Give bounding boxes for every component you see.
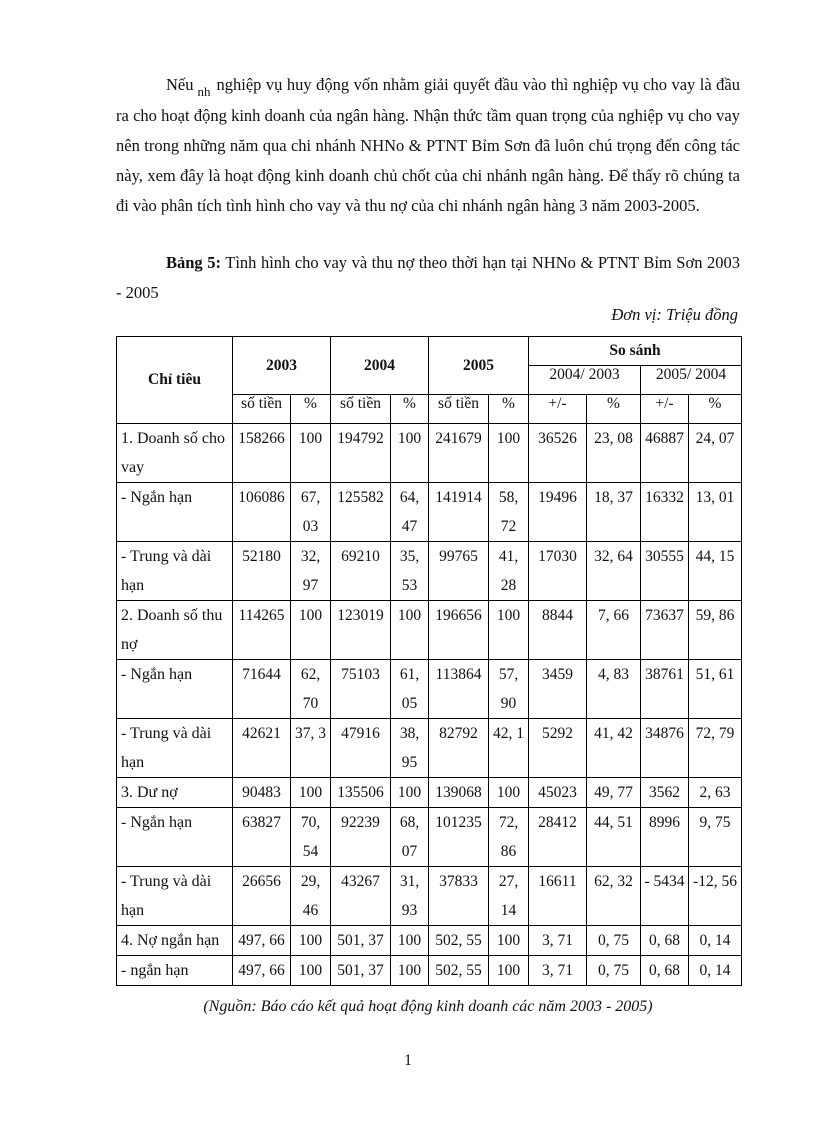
table-cell: 59, 86 [689,601,742,660]
table-cell: 92239 [331,808,391,867]
table-row [117,424,742,483]
table-cell: 72, 86 [489,808,529,867]
table-cell: 8844 [529,601,587,660]
subheader-cell: số tiền [429,395,489,424]
table-row [117,956,742,986]
table-cell: 125582 [331,483,391,542]
table-cell: 100 [391,601,429,660]
table-cell: 9, 75 [689,808,742,867]
loan-table [116,336,742,986]
table-cell: 52180 [233,542,291,601]
table-cell: 501, 37 [331,926,391,956]
subheader-cell: % [291,395,331,424]
table-cell: 51, 61 [689,660,742,719]
row-label: - Ngắn hạn [117,808,233,867]
table-row [117,719,742,778]
table-cell: 64, 47 [391,483,429,542]
table-cell: 37833 [429,867,489,926]
table-cell: 68, 07 [391,808,429,867]
intro-paragraph [116,70,740,221]
table-cell: 8996 [641,808,689,867]
table-cell: - 5434 [641,867,689,926]
table-cell: 58, 72 [489,483,529,542]
table-cell: 34876 [641,719,689,778]
row-label: - Ngắn hạn [117,660,233,719]
table-cell: 100 [489,601,529,660]
subheader-cell: % [391,395,429,424]
page-number: 1 [404,1052,412,1069]
table-cell: 38, 95 [391,719,429,778]
row-label: - Trung và dài hạn [117,542,233,601]
table-cell: 502, 55 [429,956,489,986]
table-row [117,867,742,926]
table-cell: 38761 [641,660,689,719]
table-cell: 194792 [331,424,391,483]
table-cell: 135506 [331,778,391,808]
header-year-2004: 2004 [331,337,429,395]
table-cell: 100 [391,926,429,956]
table-cell: 100 [291,424,331,483]
header-comp-2005-2004: 2005/ 2004 [641,366,742,395]
row-label: - Trung và dài hạn [117,867,233,926]
table-cell: 67, 03 [291,483,331,542]
table-cell: 41, 42 [587,719,641,778]
table-cell: 73637 [641,601,689,660]
subheader-cell: % [689,395,742,424]
table-cell: 99765 [429,542,489,601]
table-row [117,778,742,808]
table-cell: 16611 [529,867,587,926]
table-caption [116,248,740,308]
table-cell: 61, 05 [391,660,429,719]
table-cell: 31, 93 [391,867,429,926]
header-year-2003: 2003 [233,337,331,395]
table-cell: 24, 07 [689,424,742,483]
row-label: 2. Doanh số thu nợ [117,601,233,660]
table-cell: 29, 46 [291,867,331,926]
table-cell: 72, 79 [689,719,742,778]
intro-subscript: nh [197,84,211,99]
table-cell: 62, 32 [587,867,641,926]
table-cell: 36526 [529,424,587,483]
intro-text: nghiệp vụ huy động vốn nhằm giải quyết đầu vào thì nghiệp vụ cho vay là đầu ra cho hoạt động kinh doanh của ngân hàng. Nhận thức tầm quan trọng của nghiệp vụ cho vay nên trong những năm qua chi nhánh NHNo & PTNT Bỉm Sơn đã luôn chú trọng đến công tác này, xem đây là hoạt động kinh doanh chủ chốt của chi nhánh ngân hàng. Để thấy rõ chúng ta đi vào phân tích tình hình cho vay và thu nợ của chi nhánh ngân hàng 3 năm 2003-2005. [116,75,740,215]
table-cell: 0, 14 [689,956,742,986]
unit-label: Đơn vị: Triệu đồng [611,305,738,324]
table-cell: 27, 14 [489,867,529,926]
table-cell: 71644 [233,660,291,719]
table-cell: 139068 [429,778,489,808]
table-cell: 43267 [331,867,391,926]
table-cell: 26656 [233,867,291,926]
table-cell: 70, 54 [291,808,331,867]
table-cell: 5292 [529,719,587,778]
table-cell: 101235 [429,808,489,867]
table-cell: 28412 [529,808,587,867]
table-cell: 32, 64 [587,542,641,601]
table-cell: 0, 68 [641,926,689,956]
table-row [117,660,742,719]
table-caption-text: Tình hình cho vay và thu nợ theo thời hạn tại NHNo & PTNT Bỉm Sơn 2003 - 2005 [116,253,740,302]
table-cell: 90483 [233,778,291,808]
table-cell: 46887 [641,424,689,483]
table-cell: 37, 3 [291,719,331,778]
table-cell: 100 [391,424,429,483]
table-cell: 16332 [641,483,689,542]
table-cell: 502, 55 [429,926,489,956]
table-cell: 100 [489,424,529,483]
intro-first-word: Nếu [166,75,194,94]
table-cell: 114265 [233,601,291,660]
row-label: 3. Dư nợ [117,778,233,808]
table-cell: 113864 [429,660,489,719]
table-cell: 100 [489,956,529,986]
subheader-cell: +/- [641,395,689,424]
table-cell: 30555 [641,542,689,601]
table-cell: 49, 77 [587,778,641,808]
table-cell: 69210 [331,542,391,601]
table-row [117,542,742,601]
table-cell: 0, 75 [587,956,641,986]
header-comp-2004-2003: 2004/ 2003 [529,366,641,395]
row-label: - ngắn hạn [117,956,233,986]
table-cell: 2, 63 [689,778,742,808]
table-cell: 158266 [233,424,291,483]
table-cell: 44, 15 [689,542,742,601]
table-cell: 241679 [429,424,489,483]
row-label: - Trung và dài hạn [117,719,233,778]
table-cell: 0, 75 [587,926,641,956]
table-cell: 44, 51 [587,808,641,867]
source-note: (Nguồn: Báo cáo kết quả hoạt động kinh doanh các năm 2003 - 2005) [203,998,653,1015]
table-row [117,601,742,660]
table-cell: 3, 71 [529,956,587,986]
table-cell: 19496 [529,483,587,542]
table-cell: 82792 [429,719,489,778]
table-cell: 57, 90 [489,660,529,719]
table-cell: 75103 [331,660,391,719]
table-cell: 42, 1 [489,719,529,778]
table-cell: 63827 [233,808,291,867]
table-row [117,808,742,867]
table-cell: 100 [291,926,331,956]
row-label: 1. Doanh số cho vay [117,424,233,483]
table-cell: 45023 [529,778,587,808]
table-cell: 100 [391,956,429,986]
table-cell: 141914 [429,483,489,542]
subheader-cell: % [587,395,641,424]
table-cell: 13, 01 [689,483,742,542]
table-cell: 3562 [641,778,689,808]
table-cell: 23, 08 [587,424,641,483]
subheader-cell: % [489,395,529,424]
table-cell: 7, 66 [587,601,641,660]
table-cell: 18, 37 [587,483,641,542]
table-cell: 106086 [233,483,291,542]
table-cell: -12, 56 [689,867,742,926]
table-cell: 196656 [429,601,489,660]
table-cell: 497, 66 [233,956,291,986]
table-cell: 42621 [233,719,291,778]
header-comparison: So sánh [529,337,742,366]
row-label: - Ngắn hạn [117,483,233,542]
table-cell: 497, 66 [233,926,291,956]
table-cell: 47916 [331,719,391,778]
table-cell: 100 [489,778,529,808]
table-cell: 501, 37 [331,956,391,986]
header-indicator: Chỉ tiêu [117,337,233,424]
table-cell: 35, 53 [391,542,429,601]
table-cell: 62, 70 [291,660,331,719]
table-cell: 3, 71 [529,926,587,956]
table-cell: 100 [391,778,429,808]
table-cell: 100 [291,778,331,808]
table-cell: 3459 [529,660,587,719]
table-cell: 0, 68 [641,956,689,986]
table-cell: 17030 [529,542,587,601]
table-caption-label: Bảng 5: [166,253,221,272]
table-cell: 32, 97 [291,542,331,601]
table-cell: 4, 83 [587,660,641,719]
subheader-cell: số tiền [233,395,291,424]
table-cell: 0, 14 [689,926,742,956]
table-row [117,926,742,956]
subheader-cell: số tiền [331,395,391,424]
table-cell: 100 [291,956,331,986]
table-row [117,483,742,542]
subheader-cell: +/- [529,395,587,424]
header-year-2005: 2005 [429,337,529,395]
table-cell: 41, 28 [489,542,529,601]
table-cell: 100 [489,926,529,956]
table-cell: 123019 [331,601,391,660]
table-cell: 100 [291,601,331,660]
row-label: 4. Nợ ngắn hạn [117,926,233,956]
